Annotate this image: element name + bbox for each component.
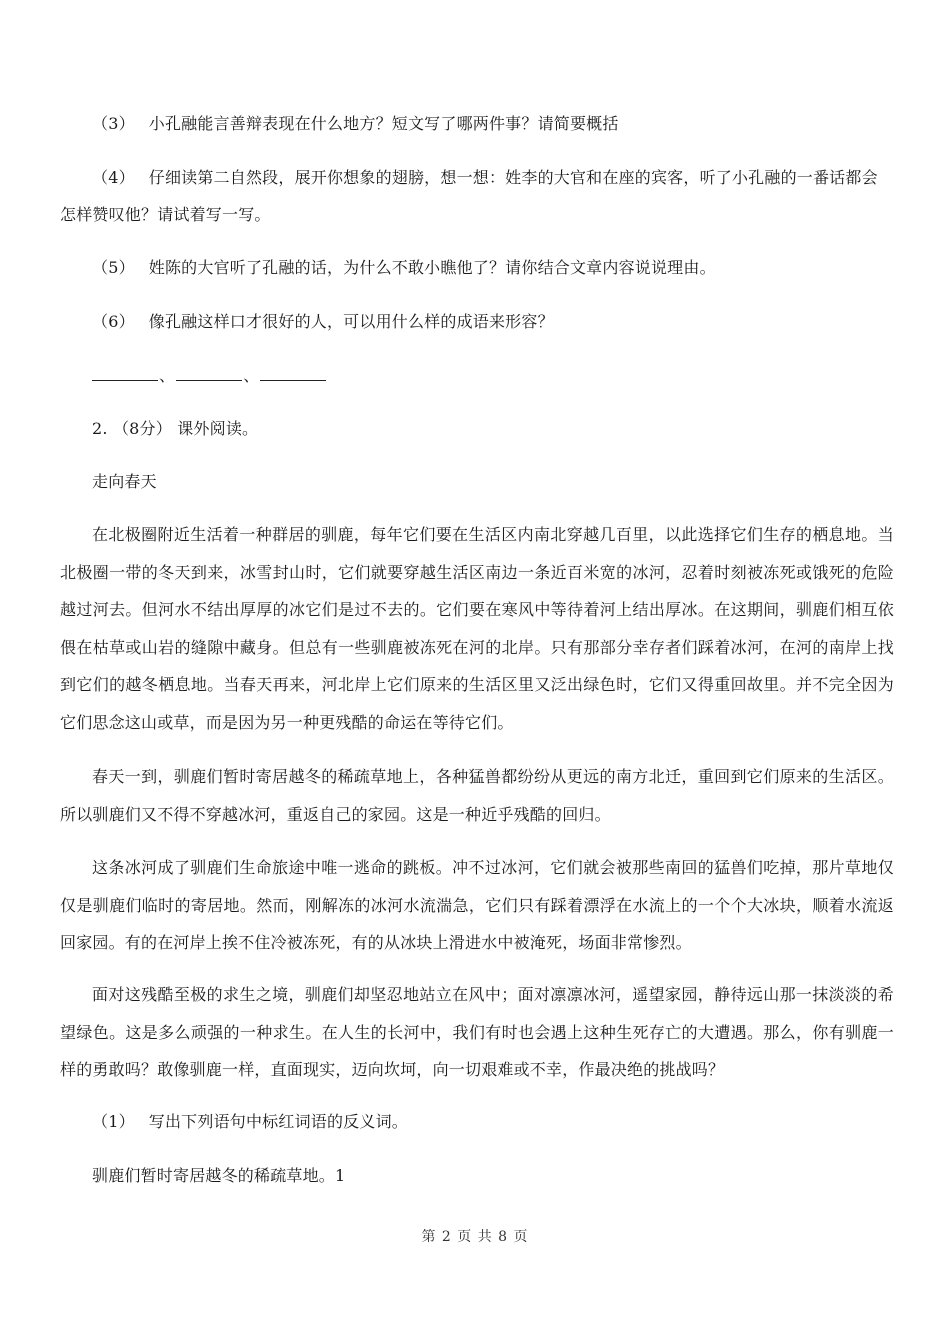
question-text: 小孔融能言善辩表现在什么地方？短文写了哪两件事？请简要概括 [148, 114, 619, 133]
question-4-continuation: 怎样赞叹他？请试着写一写。 [60, 205, 271, 224]
page-footer: 第 2 页 共 8 页 [421, 1229, 529, 1245]
passage-paragraph-3: 这条冰河成了驯鹿们生命旅途中唯一逃命的跳板。冲不过冰河，它们就会被那些南回的猛兽们吃掉，那片草地仅仅是驯鹿们临时的寄居地。然而，刚解冻的冰河水流湍急，它们只有踩着漂浮在水流上的一个个大冰块，顺着水流返回家园。有的在河岸上挨不住冷被冻死，有的从冰块上滑进水中被淹死，场面非常惨烈。 [60, 858, 894, 953]
question-number: （4） [92, 168, 135, 187]
answer-blank-2[interactable] [176, 366, 242, 381]
answer-blanks [92, 366, 326, 386]
sub-question-sentence: 驯鹿们暂时寄居越冬的稀疏草地。1 [92, 1166, 346, 1185]
sub-question-1 [92, 1112, 408, 1132]
passage-paragraph-4: 面对这残酷至极的求生之境，驯鹿们却坚忍地站立在风中；面对凛凛冰河，遥望家园，静待远山那一抹淡淡的希望绿色。这是多么顽强的一种求生。在人生的长河中，我们有时也会遇上这种生死存亡的大遭遇。那么，你有驯鹿一样的勇敢吗？敢像驯鹿一样，直面现实，迈向坎坷，向一切艰难或不幸，作最决绝的挑战吗？ [60, 985, 894, 1080]
question-3 [92, 114, 619, 134]
question-4 [92, 168, 878, 188]
passage-title: 走向春天 [92, 472, 157, 491]
blank-separator: 、 [159, 366, 176, 385]
question-text: 写出下列语句中标红词语的反义词。 [148, 1112, 408, 1131]
question-text: 像孔融这样口才很好的人，可以用什么样的成语来形容？ [148, 312, 554, 331]
question-number: （5） [92, 258, 135, 277]
blank-separator: 、 [243, 366, 260, 385]
passage-paragraph-1: 在北极圈附近生活着一种群居的驯鹿，每年它们要在生活区内南北穿越几百里，以此选择它们生存的栖息地。当北极圈一带的冬天到来，冰雪封山时，它们就要穿越生活区南边一条近百米宽的冰河，忍着时刻被冻死或饿死的危险越过河去。但河水不结出厚厚的冰它们是过不去的。它们要在寒风中等待着河上结出厚冰。在这期间，驯鹿们相互依偎在枯草或山岩的缝隙中藏身。但总有一些驯鹿被冻死在河的北岸。只有那部分幸存者们踩着冰河，在河的南岸上找到它们的越冬栖息地。当春天再来，河北岸上它们原来的生活区里又泛出绿色时，它们又得重回故里。并不完全因为它们思念这山或草，而是因为另一种更残酷的命运在等待它们。 [60, 525, 894, 732]
answer-blank-3[interactable] [260, 366, 326, 381]
question-5 [92, 258, 716, 278]
question-6 [92, 312, 554, 332]
question-number: （3） [92, 114, 135, 133]
question-number: （1） [92, 1112, 135, 1131]
question-text: 仔细读第二自然段，展开你想象的翅膀，想一想：姓李的大官和在座的宾客，听了小孔融的一番话都会 [148, 168, 878, 187]
question-text: 姓陈的大官听了孔融的话，为什么不敢小瞧他了？请你结合文章内容说说理由。 [148, 258, 716, 277]
answer-blank-1[interactable] [92, 366, 158, 381]
question-number: （6） [92, 312, 135, 331]
passage-paragraph-2: 春天一到，驯鹿们暂时寄居越冬的稀疏草地上，各种猛兽都纷纷从更远的南方北迁，重回到它们原来的生活区。所以驯鹿们又不得不穿越冰河，重返自己的家园。这是一种近乎残酷的回归。 [60, 767, 894, 824]
section-2-header: 2. （8分） 课外阅读。 [92, 419, 259, 438]
